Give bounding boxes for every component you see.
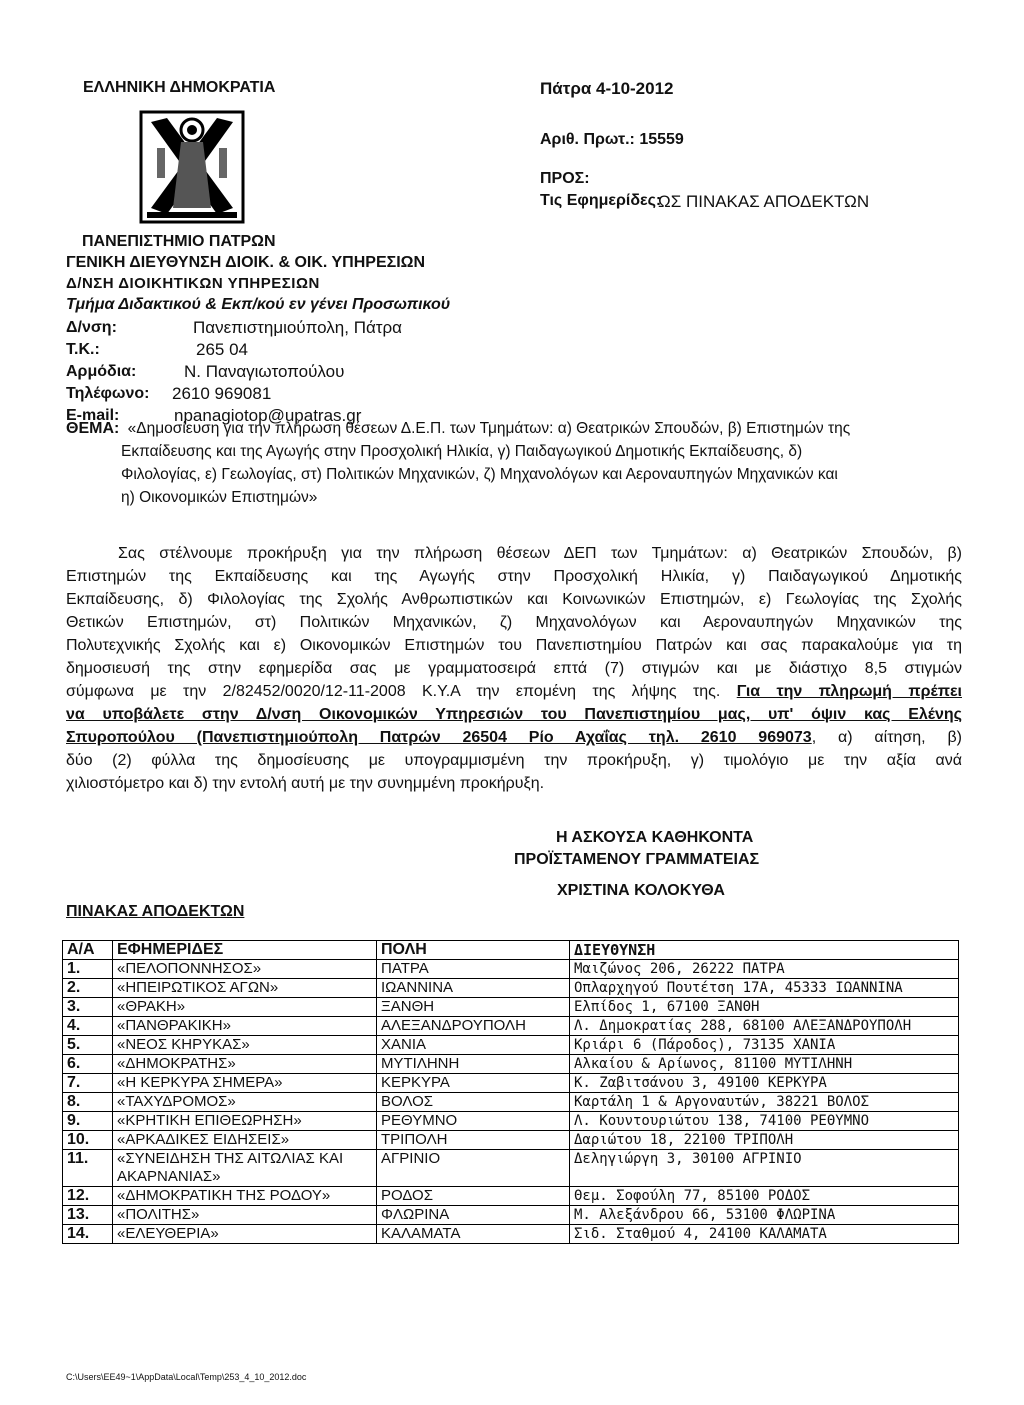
department-name: Τμήμα Διδακτικού & Εκπ/κού εν γένει Προσωπικού [66, 296, 451, 313]
address: Θεμ. Σοφούλη 77, 85100 ΡΟΔΟΣ [570, 1187, 959, 1206]
signature-name: ΧΡΙΣΤΙΝΑ ΚΟΛΟΚΥΘΑ [557, 882, 725, 899]
subject-line-4: η) Οικονομικών Επιστημών» [121, 489, 318, 506]
row-number: 9. [63, 1112, 113, 1131]
address: Καρτάλη 1 & Αργοναυτών, 38221 ΒΟΛΟΣ [570, 1093, 959, 1112]
body-line-10: δύο (2) φύλλα της δημοσίευσης με υπογραμμισμένη την προκήρυξη, γ) τιμολόγιο με την αξία ανά [66, 752, 962, 769]
address-value: Πανεπιστημιούπολη, Πάτρα [193, 318, 403, 337]
newspaper-name: «ΝΕΟΣ ΚΗΡΥΚΑΣ» [113, 1036, 377, 1055]
body-line-3: Εκπαίδευσης, δ) Φιλολογίας της Σχολής Ανθρωπιστικών και Κοινωνικών Επιστημών, ε) Γεωλογίας της Σχολής [66, 591, 962, 608]
subject-line-2: Εκπαίδευσης και της Αγωγής στην Προσχολική Ηλικία, γ) Παιδαγωγικού Δημοτικής Εκπαίδευσης, δ) [121, 443, 803, 460]
address: Λ. Κουντουριώτου 138, 74100 ΡΕΘΥΜΝΟ [570, 1112, 959, 1131]
state-name: ΕΛΛΗΝΙΚΗ ΔΗΜΟΚΡΑΤΙΑ [83, 79, 276, 96]
city-name: ΑΓΡΙΝΙΟ [377, 1150, 570, 1187]
body-line-4: Θετικών Επιστημών, στ) Πολιτικών Μηχανικών, ζ) Μηχανολόγων και Αεροναυπηγών Μηχανικών της [66, 614, 962, 631]
city-name: ΑΛΕΞΑΝΔΡΟΥΠΟΛΗ [377, 1017, 570, 1036]
row-number: 12. [63, 1187, 113, 1206]
city-name: ΦΛΩΡΙΝΑ [377, 1206, 570, 1225]
body-line-7 [66, 683, 962, 701]
city-name: ΤΡΙΠΟΛΗ [377, 1131, 570, 1150]
newspaper-name: «ΚΡΗΤΙΚΗ ΕΠΙΘΕΩΡΗΣΗ» [113, 1112, 377, 1131]
newspaper-name: «ΤΑΧΥΔΡΟΜΟΣ» [113, 1093, 377, 1112]
address: Κ. Ζαβιτσάνου 3, 49100 ΚΕΡΚΥΡΑ [570, 1074, 959, 1093]
table-row [63, 1112, 959, 1131]
row-number: 1. [63, 960, 113, 979]
table-row [63, 1074, 959, 1093]
postcode-label: Τ.Κ.: [66, 341, 100, 358]
university-name: ΠΑΝΕΠΙΣΤΗΜΙΟ ΠΑΤΡΩΝ [82, 233, 276, 250]
table-row [63, 1055, 959, 1074]
row-number: 7. [63, 1074, 113, 1093]
table-row [63, 1206, 959, 1225]
subject-line-3: Φιλολογίας, ε) Γεωλογίας, στ) Πολιτικών Μηχανικών, ζ) Μηχανολόγων και Αεροναυπηγών Μηχανικών και [121, 466, 838, 483]
protocol-number: Αριθ. Πρωτ.: 15559 [540, 131, 684, 148]
contact-person-label: Αρμόδια: [66, 363, 137, 380]
address-label: Δ/νση: [66, 319, 117, 336]
address: Σιδ. Σταθμού 4, 24100 ΚΑΛΑΜΑΤΑ [570, 1225, 959, 1244]
body-line-7-text: σύμφωνα με την 2/82452/0020/12-11-2008 Κ.Υ.Α την επομένη της λήψης της. [66, 683, 721, 700]
directorate-name: ΓΕΝΙΚΗ ΔΙΕΥΘΥΝΣΗ ΔΙΟΙΚ. & ΟΙΚ. ΥΠΗΡΕΣΙΩΝ [66, 254, 426, 271]
table-row [63, 979, 959, 998]
recipients-title: ΠΙΝΑΚΑΣ ΑΠΟΔΕΚΤΩΝ [66, 903, 245, 920]
column-header-city: ΠΟΛΗ [377, 941, 570, 960]
body-line-1: Σας στέλνουμε προκήρυξη για την πλήρωση θέσεων ΔΕΠ των Τμημάτων: α) Θεατρικών Σπουδών, β) [118, 545, 962, 562]
city-name: ΚΑΛΑΜΑΤΑ [377, 1225, 570, 1244]
document-date: 4-10-2012 [596, 79, 674, 98]
city-name: ΙΩΑΝΝΙΝΑ [377, 979, 570, 998]
postcode-value: 265 04 [196, 340, 248, 359]
column-header-number: Α/Α [63, 941, 113, 960]
to-value: ΩΣ ΠΙΝΑΚΑΣ ΑΠΟΔΕΚΤΩΝ [658, 192, 870, 211]
row-number: 6. [63, 1055, 113, 1074]
city-name: ΒΟΛΟΣ [377, 1093, 570, 1112]
row-number: 14. [63, 1225, 113, 1244]
university-seal-logo [137, 108, 247, 226]
to-label: ΠΡΟΣ: [540, 170, 590, 187]
city-name: ΡΟΔΟΣ [377, 1187, 570, 1206]
signature-role-2: ΠΡΟΪΣΤΑΜΕΝΟΥ ΓΡΑΜΜΑΤΕΙΑΣ [514, 851, 760, 868]
newspaper-name: «ΠΟΛΙΤΗΣ» [113, 1206, 377, 1225]
table-header-row [63, 941, 959, 960]
newspaper-name: «ΣΥΝΕΙΔΗΣΗ ΤΗΣ ΑΙΤΩΛΙΑΣ ΚΑΙ ΑΚΑΡΝΑΝΙΑΣ» [113, 1150, 377, 1187]
city-name: ΞΑΝΘΗ [377, 998, 570, 1017]
table-row [63, 1150, 959, 1187]
division-name: Δ/ΝΣΗ ΔΙΟΙΚΗΤΙΚΩΝ ΥΠΗΡΕΣΙΩΝ [66, 275, 320, 292]
address: Μ. Αλεξάνδρου 66, 53100 ΦΛΩΡΙΝΑ [570, 1206, 959, 1225]
payment-instruction-start: Για την πληρωμή πρέπει [736, 683, 962, 700]
body-line-6: δημοσιευσή της στην εφημερίδα σας με γραμματοσειρά επτά (7) στιγμών και με διάστιχο 8,5 στιγμών [66, 660, 962, 677]
place-label: Πάτρα [540, 79, 592, 98]
body-line-5: Πολυτεχνικής Σχολής και ε) Οικονομικών Επιστημών του Πανεπιστημίου Πατρών και σας παρακαλούμε για τη [66, 637, 962, 654]
address: Αλκαίου & Αρίωνος, 81100 ΜΥΤΙΛΗΝΗ [570, 1055, 959, 1074]
column-header-address: ΔΙΕΥΘΥΝΣΗ [570, 941, 959, 960]
row-number: 3. [63, 998, 113, 1017]
contact-person-value: Ν. Παναγιωτοπούλου [184, 362, 345, 381]
newspaper-name: «Η ΚΕΡΚΥΡΑ ΣΗΜΕΡΑ» [113, 1074, 377, 1093]
table-row [63, 1093, 959, 1112]
row-number: 13. [63, 1206, 113, 1225]
table-row [63, 1036, 959, 1055]
row-number: 4. [63, 1017, 113, 1036]
recipients-table-body [63, 960, 959, 1244]
newspaper-name: «ΔΗΜΟΚΡΑΤΗΣ» [113, 1055, 377, 1074]
newspaper-name: «ΔΗΜΟΚΡΑΤΙΚΗ ΤΗΣ ΡΟΔΟΥ» [113, 1187, 377, 1206]
city-name: ΠΑΤΡΑ [377, 960, 570, 979]
address: Λ. Δημοκρατίας 288, 68100 ΑΛΕΞΑΝΔΡΟΥΠΟΛΗ [570, 1017, 959, 1036]
table-row [63, 1131, 959, 1150]
city-name: ΚΕΡΚΥΡΑ [377, 1074, 570, 1093]
signature-role-1: Η ΑΣΚΟΥΣΑ ΚΑΘΗΚΟΝΤΑ [556, 829, 754, 846]
address: Μαιζώνος 206, 26222 ΠΑΤΡΑ [570, 960, 959, 979]
recipients-table [62, 940, 959, 1244]
payment-contact: Σπυροπούλου (Πανεπιστημιούπολη Πατρών 26504 Ρίο Αχαΐας τηλ. 2610 969073 [66, 729, 812, 746]
body-line-9-text: , α) αίτηση, β) [811, 729, 962, 746]
row-number: 11. [63, 1150, 113, 1187]
phone-value: 2610 969081 [172, 384, 272, 403]
newspaper-name: «ΠΑΝΘΡΑΚΙΚΗ» [113, 1017, 377, 1036]
subject-label: ΘΕΜΑ: [66, 420, 120, 437]
city-name: ΧΑΝΙΑ [377, 1036, 570, 1055]
row-number: 8. [63, 1093, 113, 1112]
newspaper-name: «ΠΕΛΟΠΟΝΝΗΣΟΣ» [113, 960, 377, 979]
to-sub-label: Τις Εφημερίδες: [540, 192, 662, 209]
table-row [63, 998, 959, 1017]
address: Οπλαρχηγού Πουτέτση 17Α, 45333 ΙΩΑΝΝΙΝΑ [570, 979, 959, 998]
column-header-newspaper: ΕΦΗΜΕΡΙΔΕΣ [113, 941, 377, 960]
email-label: E-mail: [66, 407, 120, 424]
row-number: 10. [63, 1131, 113, 1150]
address: Κριάρι 6 (Πάροδος), 73135 ΧΑΝΙΑ [570, 1036, 959, 1055]
address: Δεληγιώργη 3, 30100 ΑΓΡΙΝΙΟ [570, 1150, 959, 1187]
address: Δαριώτου 18, 22100 ΤΡΙΠΟΛΗ [570, 1131, 959, 1150]
city-name: ΡΕΘΥΜΝΟ [377, 1112, 570, 1131]
body-line-2: Επιστημών της Εκπαίδευσης και της Αγωγής στην Προσχολική Ηλικία, γ) Παιδαγωγικού Δημοτικής [66, 568, 962, 585]
newspaper-name: «ΘΡΑΚΗ» [113, 998, 377, 1017]
table-row [63, 1225, 959, 1244]
subject-line-1: «Δημοσίευση για την πλήρωση θέσεων Δ.Ε.Π. των Τμημάτων: α) Θεατρικών Σπουδών, β) Επιστημών της [127, 420, 851, 437]
newspaper-name: «ΗΠΕΙΡΩΤΙΚΟΣ ΑΓΩΝ» [113, 979, 377, 998]
row-number: 5. [63, 1036, 113, 1055]
newspaper-name: «ΕΛΕΥΘΕΡΙΑ» [113, 1225, 377, 1244]
payment-instruction-line: να υποβάλετε στην Δ/νση Οικονομικών Υπηρεσιών του Πανεπιστημίου μας, υπ' όψιν κας Ελένης [66, 706, 962, 723]
body-line-11: χιλιοστόμετρο και δ) την εντολή αυτή με την συνημμένη προκήρυξη. [66, 775, 545, 792]
table-row [63, 1017, 959, 1036]
phone-label: Τηλέφωνο: [66, 385, 150, 402]
table-row [63, 960, 959, 979]
footer-file-path: C:\Users\EE49~1\AppData\Local\Temp\253_4_10_2012.doc [66, 1372, 307, 1382]
newspaper-name: «ΑΡΚΑΔΙΚΕΣ ΕΙΔΗΣΕΙΣ» [113, 1131, 377, 1150]
table-row [63, 1187, 959, 1206]
city-name: ΜΥΤΙΛΗΝΗ [377, 1055, 570, 1074]
body-line-9 [66, 729, 962, 747]
row-number: 2. [63, 979, 113, 998]
address: Ελπίδος 1, 67100 ΞΑΝΘΗ [570, 998, 959, 1017]
email-value: npanagiotop@upatras.gr [174, 406, 362, 425]
